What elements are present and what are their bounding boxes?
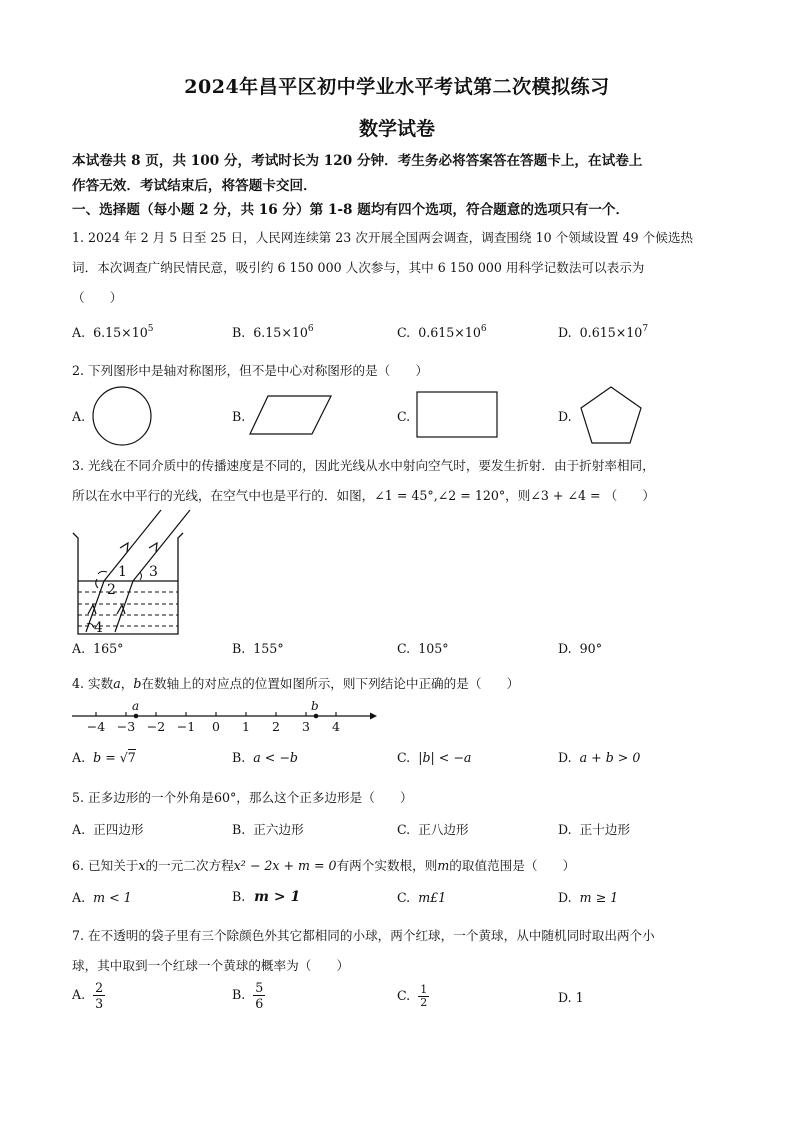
q6-option-b: B. m > 1 bbox=[232, 889, 301, 905]
q6-option-d: D. m ≥ 1 bbox=[558, 890, 619, 905]
q4-number-line bbox=[70, 700, 380, 736]
instructions-line-2: 作答无效．考试结束后，将答题卡交回． bbox=[72, 178, 317, 194]
q2-stem: 2. 下列图形中是轴对称图形，但不是中心对称图形的是（ ） bbox=[72, 363, 429, 378]
q7-option-c: C. $\frac{1}{2}$ bbox=[397, 983, 428, 1009]
q2-circle-figure bbox=[90, 385, 156, 447]
q3-refraction-figure bbox=[70, 508, 210, 638]
q3-stem-line-2: 所以在水中平行的光线，在空气中也是平行的．如图，∠1 = 45°,∠2 = 120°，则∠3 + ∠4 = （ ） bbox=[72, 488, 655, 503]
q2-rectangle-figure bbox=[416, 391, 500, 439]
q3-angle-label-1: 1 bbox=[118, 564, 127, 580]
q2-label-d: D. bbox=[558, 409, 572, 424]
q4-option-c: C. |b| < −a bbox=[397, 750, 472, 765]
q3-angle-label-2: 2 bbox=[107, 582, 116, 598]
q1-stem-line-3: （ ） bbox=[72, 290, 123, 305]
q4-point-a bbox=[134, 714, 139, 719]
q2-label-b: B. bbox=[232, 409, 246, 424]
q4-tick-label: 4 bbox=[332, 719, 340, 734]
q3-option-d: D. 90° bbox=[558, 641, 602, 656]
q7-option-b: B. $\frac{5}{6}$ bbox=[232, 980, 264, 1011]
q1-option-d: D. $0.615\times 10^7$ bbox=[558, 324, 649, 340]
q4-option-b: B. a < −b bbox=[232, 750, 298, 765]
q3-option-a: A. 165° bbox=[72, 641, 124, 656]
section-1-heading: 一、选择题（每小题 2 分，共 16 分）第 1-8 题均有四个选项，符合题意的选项只有一个． bbox=[72, 202, 630, 218]
q3-angle-label-3: 3 bbox=[149, 564, 158, 580]
q4-tick-label: −1 bbox=[176, 719, 196, 734]
q2-parallelogram-figure bbox=[248, 394, 334, 436]
instructions-line-1: 本试卷共 8 页，共 100 分，考试时长为 120 分钟．考生务必将答案答在答题卡上，在试卷上 bbox=[72, 153, 643, 169]
q6-option-a: A. m < 1 bbox=[72, 890, 132, 905]
q4-tick-label: 2 bbox=[272, 719, 280, 734]
q2-label-a: A. bbox=[72, 409, 86, 424]
q4-tick-label: −2 bbox=[146, 719, 166, 734]
q5-option-c: C. 正八边形 bbox=[397, 822, 469, 837]
exam-title: 2024年昌平区初中学业水平考试第二次模拟练习 bbox=[184, 76, 610, 98]
q1-stem-line-2: 词．本次调查广纳民情民意，吸引约 6 150 000 人次参与，其中 6 150 000 用科学记数法可以表示为 bbox=[72, 260, 645, 275]
q2-label-c: C. bbox=[397, 409, 411, 424]
q5-option-b: B. 正六边形 bbox=[232, 822, 304, 837]
q1-option-b: B. $6.15\times 10^6$ bbox=[232, 324, 314, 340]
q1-option-a: A. $6.15\times 10^5$ bbox=[72, 324, 154, 340]
q1-stem-line-1: 1. 2024 年 2 月 5 日至 25 日，人民网连续第 23 次开展全国两会调查，调查围绕 10 个领域设置 49 个候选热 bbox=[72, 230, 694, 245]
q4-option-d: D. a + b > 0 bbox=[558, 750, 641, 765]
q2-pentagon-figure bbox=[578, 385, 644, 445]
q7-stem-line-2: 球，其中取到一个红球一个黄球的概率为（ ） bbox=[72, 958, 350, 973]
q3-option-c: C. 105° bbox=[397, 641, 449, 656]
q4-stem: 4. 实数a，b在数轴上的对应点的位置如图所示，则下列结论中正确的是（ ） bbox=[72, 676, 520, 691]
q5-option-d: D. 正十边形 bbox=[558, 822, 631, 837]
q7-option-a: A. $\frac{2}{3}$ bbox=[72, 980, 104, 1011]
q4-option-a: A. b = √7 bbox=[72, 750, 136, 765]
q4-tick-label: 0 bbox=[212, 719, 220, 734]
q7-option-d: D. 1 bbox=[558, 990, 584, 1005]
q4-tick-label: 3 bbox=[302, 719, 310, 734]
q7-stem-line-1: 7. 在不透明的袋子里有三个除颜色外其它都相同的小球，两个红球，一个黄球，从中随机同时取出两个小 bbox=[72, 928, 655, 943]
q3-stem-line-1: 3. 光线在不同介质中的传播速度是不同的，因此光线从水中射向空气时，要发生折射．由于折射率相同， bbox=[72, 458, 655, 473]
q4-tick-label: −3 bbox=[116, 719, 136, 734]
q4-point-b bbox=[314, 714, 319, 719]
q4-tick-label: −4 bbox=[86, 719, 106, 734]
q4-point-a-label: a bbox=[132, 699, 140, 713]
q3-angle-label-4: 4 bbox=[94, 620, 103, 636]
q6-stem: 6. 已知关于x的一元二次方程x² − 2x + m = 0有两个实数根，则m的取值范围是（ ） bbox=[72, 858, 576, 873]
q5-option-a: A. 正四边形 bbox=[72, 822, 144, 837]
q1-option-c: C. $0.615\times 10^6$ bbox=[397, 324, 487, 340]
q5-stem: 5. 正多边形的一个外角是60°，那么这个正多边形是（ ） bbox=[72, 790, 413, 805]
exam-subtitle: 数学试卷 bbox=[358, 118, 435, 140]
q4-tick-label: 1 bbox=[242, 719, 250, 734]
q4-point-b-label: b bbox=[311, 699, 319, 713]
q6-option-c: C. m£1 bbox=[397, 890, 447, 905]
q3-option-b: B. 155° bbox=[232, 641, 284, 656]
